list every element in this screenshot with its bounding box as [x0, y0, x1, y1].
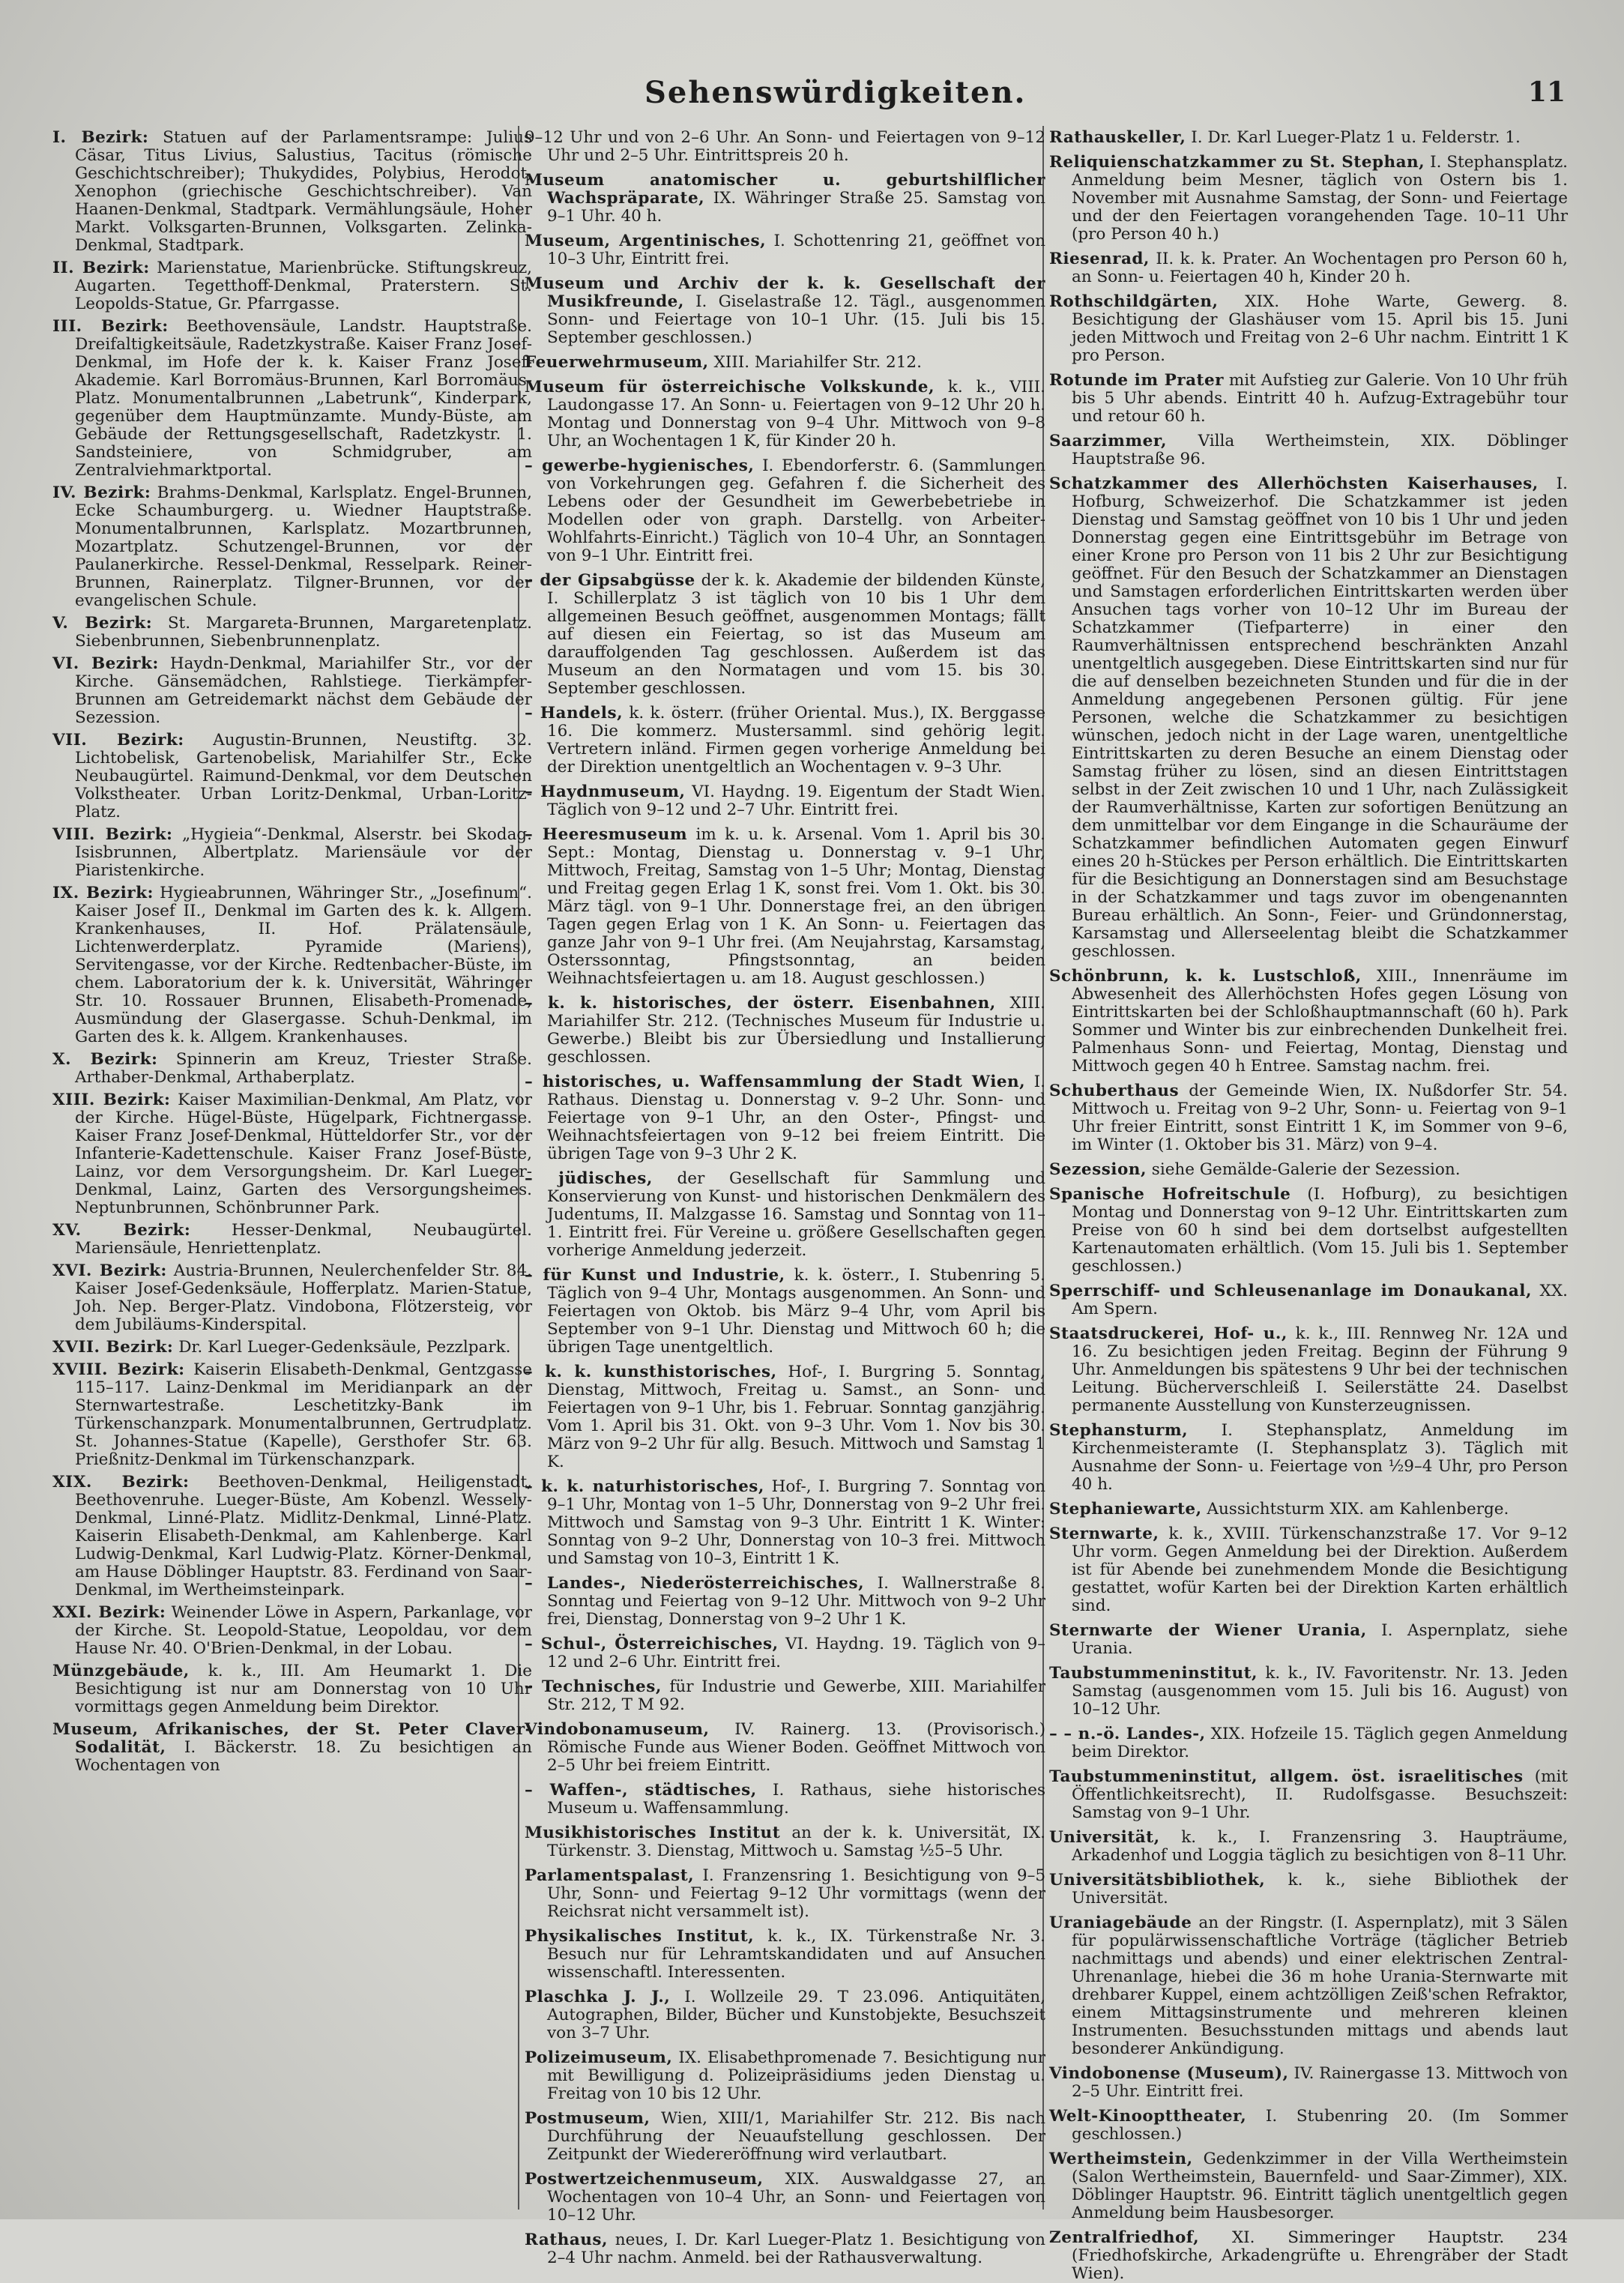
entry-heading: Museum und Archiv der k. k. Gesellschaft der Musikfreunde,	[525, 274, 1045, 311]
entry-heading: XVI. Bezirk:	[52, 1261, 167, 1280]
entry-text: IV. Rainergasse 13. Mittwoch von 2–5 Uhr. Eintritt frei.	[1072, 2064, 1568, 2101]
entry-text: IX. Währinger Straße 25. Samstag von 9–1 Uhr. 40 h.	[547, 189, 1045, 226]
directory-entry	[52, 1474, 532, 1599]
text-column-1	[52, 129, 532, 2205]
entry-text: der k. k. Akademie der bildenden Künste, I. Schillerplatz 3 ist täglich von 10 bis 1 Uhr dem allgemeinen Besuch geöffnet, ausgenommen Montags; fällt auf diesen ein Feiertag, so ist das Museum am darauffolgenden Tag geschlossen. Außerdem ist das Museum an den Normatagen und vom 15. bis 30. September geschlossen.	[547, 571, 1045, 698]
entry-heading: – Haydnmuseum,	[525, 782, 686, 801]
entry-text: VI. Haydng. 19. Eigentum der Stadt Wien. Täglich von 9–12 und 2–7 Uhr. Eintritt frei.	[547, 782, 1045, 819]
entry-text: Hygieabrunnen, Währinger Str., „Josefinum“. Kaiser Josef II., Denkmal im Garten des k. k. Allgem. Krankenhauses, II. Hof. Prälatensäule, Lichtenwerderplatz. Pyramide (Mariens), Servitengasse, vor der Kirche. Redtenbacher-Büste, im chem. Laboratorium der k. k. Universität, Währinger Str. 10. Rossauer Brunnen, Elisabeth-Promenade, Ausmündung der Glasergasse. Schuh-Denkmal, im Garten des k. k. Allgem. Krankenhauses.	[75, 884, 532, 1046]
entry-heading: – Handels,	[525, 704, 624, 723]
entry-heading: Staatsdruckerei, Hof- u.,	[1049, 1324, 1288, 1343]
directory-entry	[525, 1267, 1045, 1357]
entry-text: I. Rathaus. Dienstag u. Donnerstag v. 9–2 Uhr. Sonn- und Feiertage von 9–1 Uhr, an den Oster-, Pfingst- und Weihnachtsfeiertagen von 9–12 bei freiem Eintritt. Die übrigen Tage von 9–3 Uhr 2 K.	[547, 1073, 1045, 1163]
entry-heading: Rothschildgärten,	[1049, 292, 1219, 311]
entry-text: Gedenkzimmer in der Villa Wertheimstein (Salon Wertheimstein, Bauernfeld- und Saar-Zimmer), XIX. Döblinger Hauptstr. 96. Eintritt täglich unentgeltlich gegen Anmeldung beim Hausbesorger.	[1072, 2150, 1568, 2222]
entry-text: XIII. Mariahilfer Str. 212. (Technisches Museum für Industrie u. Gewerbe.) Bleibt bis zur Übersiedlung und Installierung geschlossen.	[547, 994, 1045, 1067]
entry-text: I. Hofburg, Schweizerhof. Die Schatzkammer ist jeden Dienstag und Samstag geöffnet von 10 bis 1 Uhr und jeden Donnerstag gegen eine Eintrittsgebühr im Betrage von einer Krone pro Person von 11 bis 2 Uhr zur Besichtigung geöffnet. Für den Besuch der Schatzkammer an Dienstagen und Samstagen erforderlichen Eintrittskarten werden über Ansuchen tags vorher von 10–12 Uhr im Bureau der Schatzkammer (Tiefparterre) in einer den Raumverhältnissen entsprechend beschränkten Anzahl unentgeltlich ausgegeben. Diese Eintrittskarten sind nur für die auf denselben bezeichneten Stunden und für die in der Anmeldung angegebenen Personen gültig. Für jene Personen, welche die Schatzkammer zu besichtigen wünschen, jedoch nicht in der Lage waren, unentgeltliche Eintrittskarten zu deren Besuche an einem Dienstag oder Samstag früher zu lösen, sind an diesen Eintrittstagen selbst in der Zeit zwischen 10 und 1 Uhr, nach Zulässigkeit der Raumverhältnisse, Karten zur sofortigen Benützung an dem unmittelbar vor dem Eingange in die Schauräume der Schatzkammer befindlichen Automaten gegen Einwurf eines 20 h-Stückes per Person erhältlich. Die Eintrittskarten für die Besichtigung an Donnerstagen sind am Besuchstage in der Schatzkammer und tags zuvor im obengenannten Bureau erhältlich. An Sonn-, Feier- und Gründonnerstag, Karsamstag und Allerseelentag bleibt die Schatzkammer geschlossen.	[1072, 474, 1568, 961]
entry-text: I. Stubenring 20. (Im Sommer geschlossen.)	[1072, 2107, 1568, 2144]
entry-heading: – k. k. naturhistorisches,	[525, 1477, 764, 1496]
entry-heading: X. Bezirk:	[52, 1050, 158, 1069]
directory-entry	[1049, 2150, 1568, 2222]
entry-text: I. Giselastraße 12. Tägl., ausgenommen Sonn- und Feiertage von 10–1 Uhr. (15. Juli bis 15. September geschlossen.)	[547, 292, 1045, 347]
directory-entry	[525, 1988, 1045, 2042]
entry-heading: – k. k. kunsthistorisches,	[525, 1363, 777, 1381]
directory-entry	[52, 1604, 532, 1658]
entry-text: k. k. österr., I. Stubenring 5. Täglich von 9–4 Uhr, Montags ausgenommen. An Sonn- und Feiertagen von Oktob. bis März 9–4 Uhr, vom April bis September von 9–1 Uhr. Dienstag und Mittwoch 60 h; die übrigen Tage unentgeltlich.	[547, 1266, 1045, 1357]
entry-heading: V. Bezirk:	[52, 614, 153, 633]
entry-text: mit Aufstieg zur Galerie. Von 10 Uhr früh bis 5 Uhr abends. Eintritt 40 h. Aufzug-Extragebühr tour und retour 60 h.	[1072, 371, 1568, 426]
entry-heading: Polizeimuseum,	[525, 2048, 673, 2067]
entry-heading: I. Bezirk:	[52, 128, 149, 147]
directory-entry	[525, 1363, 1045, 1471]
entry-text: Augustin-Brunnen, Neustiftg. 32. Lichtobelisk, Gartenobelisk, Mariahilfer Str., Ecke Neubaugürtel. Raimund-Denkmal, vor dem Deutschen Volkstheater. Urban Loritz-Denkmal, Urban-Loritz-Platz.	[75, 731, 532, 821]
entry-text: k. k., IV. Favoritenstr. Nr. 13. Jeden Samstag (ausgenommen vom 15. Juli bis 16. August) von 10–12 Uhr.	[1072, 1664, 1568, 1719]
directory-entry	[52, 1262, 532, 1334]
directory-entry	[525, 232, 1045, 268]
entry-heading: Saarzimmer,	[1049, 432, 1168, 450]
directory-entry	[52, 826, 532, 880]
directory-entry	[1049, 1665, 1568, 1719]
entry-text: k. k., III. Rennweg Nr. 12A und 16. Zu besichtigen jeden Freitag. Beginn der Führung 9 Uhr. Anmeldungen bis spätestens 9 Uhr bei der technischen Leitung. Bücherverschleiß I. Seilerstätte 24. Daselbst permanente Ausstellung von Kunsterzeugnissen.	[1072, 1324, 1568, 1415]
entry-text: Hof-, I. Burgring 5. Sonntag, Dienstag, Mittwoch, Freitag u. Samst., an Sonn- und Feiertagen von 9–1 Uhr, bis 1. Februar. Sonntag ganzjährig. Vom 1. April bis 31. Okt. von 9–3 Uhr. Vom 1. Nov bis 30. März von 9–2 Uhr für allg. Besuch. Mittwoch und Samstag 1 K.	[547, 1363, 1045, 1471]
directory-entry	[1049, 1325, 1568, 1415]
entry-text: I. Wollzeile 29. T 23.096. Antiquitäten, Autographen, Bilder, Bücher und Kunstobjekte, Besuchszeit von 3–7 Uhr.	[547, 1988, 1045, 2042]
directory-entry	[1049, 250, 1568, 286]
entry-text: Villa Wertheimstein, XIX. Döblinger Hauptstraße 96.	[1072, 432, 1568, 468]
entry-text: der Gesellschaft für Sammlung und Konservierung von Kunst- und historischen Denkmälern des Judentums, II. Malzgasse 16. Samstag und Sonntag von 11–1. Eintritt frei. Für Vereine u. größere Gesellschaften gegen vorherige Anmeldung jederzeit.	[547, 1169, 1045, 1260]
entry-heading: Rathaus,	[525, 2231, 609, 2249]
directory-entry	[1049, 1501, 1568, 1519]
entry-heading: Münzgebäude,	[52, 1662, 190, 1680]
text-column-3	[1049, 128, 1569, 2283]
entry-heading: – Schul-, Österreichisches,	[525, 1635, 779, 1653]
entry-text: XI. Simmeringer Hauptstr. 234 (Friedhofskirche, Arkadengrüfte u. Ehrengräber der Stadt Wien).	[1072, 2228, 1568, 2283]
directory-entry	[1049, 293, 1568, 365]
entry-text: k. k., VIII. Laudongasse 17. An Sonn- u. Feiertagen von 9–12 Uhr 20 h. Montag und Donnerstag von 9–4 Uhr. Mittwoch von 9–8 Uhr, an Wochentagen 1 K, für Kinder 20 h.	[547, 378, 1045, 450]
entry-heading: Postmuseum,	[525, 2109, 650, 2128]
directory-entry	[52, 1662, 532, 1716]
entry-text: an der k. k. Universität, IX. Türkenstr. 3. Dienstag, Mittwoch u. Samstag ½5–5 Uhr.	[547, 1824, 1045, 1860]
entry-heading: Schatzkammer des Allerhöchsten Kaiserhauses,	[1049, 474, 1539, 493]
entry-text: Dr. Karl Lueger-Gedenksäule, Pezzlpark.	[178, 1338, 511, 1357]
directory-entry	[525, 1635, 1045, 1671]
entry-text: I. Stephansplatz, Anmeldung im Kirchenmeisteramte (I. Stephansplatz 3). Täglich mit Ausnahme der Sonn- u. Feiertage von ½9–4 Uhr, pro Person 40 h.	[1072, 1421, 1568, 1494]
directory-entry	[525, 1867, 1045, 1921]
entry-text: I. Dr. Karl Lueger-Platz 1 u. Felderstr. 1.	[1191, 128, 1521, 147]
entry-text: Hof-, I. Burgring 7. Sonntag von 9–1 Uhr, Montag von 1–5 Uhr, Donnerstag von 9–2 Uhr frei. Mittwoch und Samstag von 9–3 Uhr. Eintritt 1 K. Winter: Sonntag von 9–2 Uhr, Donnerstag von 10–3 frei. Mittwoch und Samstag von 10–3, Eintritt 1 K.	[547, 1477, 1046, 1568]
entry-heading: IX. Bezirk:	[52, 884, 154, 902]
directory-entry	[525, 2049, 1045, 2103]
entry-heading: Schönbrunn, k. k. Lustschloß,	[1049, 967, 1362, 986]
entry-heading: VII. Bezirk:	[52, 731, 184, 750]
directory-entry	[525, 2171, 1045, 2225]
entry-text: 9–12 Uhr und von 2–6 Uhr. An Sonn- und Feiertagen von 9–12 Uhr und 2–5 Uhr. Eintrittspreis 20 h.	[525, 128, 1045, 165]
entry-heading: Welt-Kinoopttheater,	[1049, 2107, 1247, 2126]
entry-text: für Industrie und Gewerbe, XIII. Mariahilfer Str. 212, T M 92.	[547, 1677, 1045, 1714]
entry-heading: Sternwarte der Wiener Urania,	[1049, 1621, 1367, 1640]
directory-entry	[52, 1339, 532, 1357]
directory-entry	[1049, 1082, 1568, 1154]
directory-entry	[1049, 372, 1568, 426]
directory-entry	[1049, 1282, 1568, 1318]
entry-text: siehe Gemälde-Galerie der Sezession.	[1151, 1160, 1461, 1179]
entry-text: Beethovensäule, Landstr. Hauptstraße. Dreifaltigkeitsäule, Radetzkystraße. Kaiser Franz Josef-Denkmal, im Hofe der k. k. Kaiser Franz Josef-Akademie. Karl Borromäus-Brunnen, Karl Borromäus-Platz. Monumentalbrunnen „Labetrunk“, Kinderpark, gegenüber dem Hauptmünzamte. Mundy-Büste, am Gebäude der Rettungsgesellschaft, Radetzkystr. 1. Sandsteiniere, von Schmidgruber, am Zentralviehmarktportal.	[75, 317, 532, 480]
directory-entry	[525, 354, 1045, 372]
directory-entry	[525, 379, 1045, 450]
directory-entry	[525, 457, 1045, 565]
entry-heading: XIX. Bezirk:	[52, 1473, 190, 1492]
entry-text: Beethoven-Denkmal, Heiligenstadt, Beethovenruhe. Lueger-Büste, Am Kobenzl. Wessely-Denkmal, Linné-Platz. Midlitz-Denkmal, Linné-Platz. Kaiserin Elisabeth-Denkmal, am Kahlenberge. Karl Ludwig-Denkmal, Karl Ludwig-Platz. Körner-Denkmal, am Hause Döblinger Hauptstr. 83. Ferdinand von Saar-Denkmal, im Wertheimsteinpark.	[75, 1473, 532, 1599]
entry-heading: Vindobonamuseum,	[525, 1720, 710, 1739]
entry-text: k. k., I. Franzensring 3. Haupträume, Arkadenhof und Loggia täglich zu besichtigen von 8–11 Uhr.	[1072, 1828, 1568, 1865]
directory-entry	[525, 826, 1045, 988]
entry-heading: VI. Bezirk:	[52, 654, 159, 673]
entry-text: Hesser-Denkmal, Neubaugürtel. Mariensäule, Henriettenplatz.	[75, 1221, 533, 1258]
entry-text: I. Bäckerstr. 18. Zu besichtigen an Wochentagen von	[75, 1738, 532, 1775]
entry-text: XIII., Innenräume im Abwesenheit des Allerhöchsten Hofes gegen Lösung von Eintrittskarten bei der Schloßhauptmannschaft (60 h). Park Sommer und Winter bis zur einbrechenden Dunkelheit frei. Palmenhaus Sonn- und Feiertag, Montag, Dienstag und Mittwoch gegen 40 h Entree. Samstag nachm. frei.	[1072, 967, 1569, 1076]
entry-text: neues, I. Dr. Karl Lueger-Platz 1. Besichtigung von 2–4 Uhr nachm. Anmeld. bei der Rathausverwaltung.	[547, 2231, 1045, 2267]
entry-heading: Postwertzeichenmuseum,	[525, 2170, 764, 2189]
directory-entry	[1049, 154, 1568, 244]
entry-heading: XVIII. Bezirk:	[52, 1360, 185, 1379]
directory-entry	[52, 732, 532, 821]
directory-entry	[1049, 968, 1568, 1076]
entry-heading: XIII. Bezirk:	[52, 1091, 171, 1109]
entry-text: Austria-Brunnen, Neulerchenfelder Str. 84. Kaiser Josef-Gedenksäule, Hofferplatz. Marien-Statue, Joh. Nep. Berger-Platz. Vindobona, Flötzersteig, vor dem Jubiläums-Kinderspital.	[75, 1261, 532, 1334]
entry-heading: Plaschka J. J.,	[525, 1988, 671, 2006]
directory-entry	[525, 275, 1045, 347]
entry-heading: Physikalisches Institut,	[525, 1927, 755, 1946]
entry-text: I. Schottenring 21, geöffnet von 10–3 Uhr, Eintritt frei.	[547, 232, 1045, 268]
directory-entry	[1049, 2065, 1568, 2101]
directory-entry	[525, 1678, 1045, 1714]
entry-text: „Hygieia“-Denkmal, Alserstr. bei Skodag. Isisbrunnen, Albertplatz. Mariensäule vor der Piaristenkirche.	[75, 825, 532, 880]
entry-text: XIX. Hohe Warte, Gewerg. 8. Besichtigung der Glashäuser vom 15. April bis 15. Juni jeden Mittwoch und Freitag von 2–6 Uhr nachm. Eintritt 1 K pro Person.	[1072, 292, 1568, 365]
entry-heading: Sperrschiff- und Schleusenanlage im Donaukanal,	[1049, 1282, 1532, 1300]
directory-entry	[1049, 1872, 1568, 1907]
entry-heading: Wertheimstein,	[1049, 2150, 1193, 2168]
page-header	[0, 75, 1624, 120]
directory-entry	[525, 1928, 1045, 1982]
entry-heading: II. Bezirk:	[52, 259, 150, 277]
entry-text: k. k. österr. (früher Oriental. Mus.), IX. Berggasse 16. Die kommerz. Mustersamml. sind gehörig legit. Vertretern inländ. Firmen gegen vorherige Anmeldung bei der Direktion unentgeltlich an Wochentagen v. 9–3 Uhr.	[547, 704, 1045, 776]
directory-entry	[1049, 1622, 1568, 1658]
entry-heading: Museum, Argentinisches,	[525, 232, 767, 250]
directory-entry	[525, 2110, 1045, 2164]
entry-text: k. k., siehe Bibliothek der Universität.	[1072, 1871, 1568, 1907]
entry-text: XIX. Auswaldgasse 27, an Wochentagen von 10–4 Uhr, an Sonn- und Feiertagen von 10–12 Uhr.	[547, 2170, 1045, 2225]
entry-text: der Gemeinde Wien, IX. Nußdorfer Str. 54. Mittwoch u. Freitag von 9–2 Uhr, Sonn- u. Feiertag von 9–1 Uhr freier Eintritt, sonst Eintritt 1 K, im Sommer von 9–6, im Winter (1. Oktober bis 31. März) von 9–4.	[1072, 1082, 1568, 1154]
entry-text: Kaiserin Elisabeth-Denkmal, Gentzgasse 115–117. Lainz-Denkmal im Meridianpark an der Sternwartestraße. Leschetitzky-Bank im Türkenschanzpark. Monumentalbrunnen, Gertrudplatz. St. Johannes-Statue (Kapelle), Gersthofer Str. 63. Prießnitz-Denkmal im Türkenschanzpark.	[75, 1360, 532, 1469]
entry-text: IX. Elisabethpromenade 7. Besichtigung nur mit Bewilligung d. Polizeipräsidiums jeden Dienstag u. Freitag von 10 bis 12 Uhr.	[547, 2048, 1046, 2103]
entry-heading: Musikhistorisches Institut	[525, 1824, 781, 1842]
entry-text: St. Margareta-Brunnen, Margaretenplatz. Siebenbrunnen, Siebenbrunnenplatz.	[75, 614, 532, 651]
directory-entry	[1049, 1725, 1568, 1761]
text-column-2	[525, 128, 1046, 2267]
entry-text: Wien, XIII/1, Mariahilfer Str. 212. Bis nach Durchführung der Neuaufstellung geschlossen. Der Zeitpunkt der Wiedereröffnung wird verlautbart.	[547, 2109, 1045, 2164]
entry-heading: Rathauskeller,	[1049, 128, 1186, 147]
entry-heading: Universität,	[1049, 1828, 1160, 1847]
entry-text: I. Aspernplatz, siehe Urania.	[1072, 1621, 1568, 1658]
entry-heading: Stephansturm,	[1049, 1421, 1189, 1440]
directory-entry	[525, 705, 1045, 776]
directory-entry	[52, 318, 532, 480]
directory-entry	[1049, 129, 1568, 147]
entry-text: k. k., III. Am Heumarkt 1. Die Besichtigung ist nur am Donnerstag von 10 Uhr vormittags gegen Anmeldung beim Direktor.	[75, 1662, 532, 1716]
directory-entry	[52, 1222, 532, 1258]
entry-text: Spinnerin am Kreuz, Triester Straße. Arthaber-Denkmal, Arthaberplatz.	[75, 1050, 532, 1087]
entry-heading: Parlamentspalast,	[525, 1866, 695, 1885]
directory-entry	[1049, 475, 1568, 961]
entry-text: I. Stephansplatz. Anmeldung beim Mesner, täglich von Ostern bis 1. November mit Ausnahme Samstag, der Sonn- und Feiertage und der den Feiertagen vorangehenden Tage. 10–11 Uhr (pro Person 40 h.)	[1072, 153, 1568, 244]
entry-text: (mit Öffentlichkeitsrecht), II. Rudolfsgasse. Besuchszeit: Samstag von 9–1 Uhr.	[1072, 1767, 1568, 1822]
directory-entry	[525, 1824, 1045, 1860]
directory-entry	[1049, 1914, 1568, 2058]
directory-entry	[525, 1073, 1045, 1163]
entry-text: I. Franzensring 1. Besichtigung von 9–5 Uhr, Sonn- und Feiertag 9–12 Uhr vormittags (wenn der Reichsrat nicht versammelt ist).	[547, 1866, 1045, 1921]
entry-text: I. Ebendorferstr. 6. (Sammlungen von Vorkehrungen geg. Gefahren f. die Sicherheit des Lebens oder der Gesundheit im Gewerbebetriebe in Modellen oder von graph. Darstellg. von Arbeiter-Wohlfahrts-Einricht.) Täglich von 10–4 Uhr, an Sonntagen von 9–1 Uhr. Eintritt frei.	[547, 456, 1045, 565]
directory-entry	[525, 172, 1045, 226]
entry-text: Kaiser Maximilian-Denkmal, Am Platz, vor der Kirche. Hügel-Büste, Hügelpark, Fichtnergasse. Kaiser Franz Josef-Denkmal, Hütteldorfer Str., vor der Infanterie-Kadettenschule. Kaiser Franz Josef-Büste, Lainz, vor dem Versorgungsheim. Dr. Karl Lueger-Denkmal, Lainz, Garten des Versorgungsheimes. Neptunbrunnen, Schönbrunner Park.	[75, 1091, 532, 1217]
entry-text: I. Wallnerstraße 8. Sonntag und Feiertag von 9–12 Uhr. Mittwoch von 9–2 Uhr frei, Dienstag, Donnerstag von 9–2 Uhr 1 K.	[547, 1574, 1045, 1629]
entry-heading: Zentralfriedhof,	[1049, 2228, 1200, 2247]
directory-entry	[52, 655, 532, 727]
entry-text: IV. Rainerg. 13. (Provisorisch.) Römische Funde aus Wiener Boden. Geöffnet Mittwoch von 2–5 Uhr bei freiem Eintritt.	[547, 1720, 1045, 1775]
entry-heading: XVII. Bezirk:	[52, 1338, 174, 1357]
directory-entry	[525, 783, 1045, 819]
entry-text: I. Rathaus, siehe historisches Museum u. Waffensammlung.	[547, 1781, 1045, 1818]
page-title: Sehenswürdigkeiten.	[645, 75, 1027, 110]
directory-entry	[52, 615, 532, 651]
directory-entry	[1049, 1525, 1568, 1615]
directory-entry	[52, 1051, 532, 1087]
page-number: 11	[1527, 76, 1566, 108]
entry-text: k. k., XVIII. Türkenschanzstraße 17. Vor 9–12 Uhr vorm. Gegen Anmeldung bei der Direktion. Außerdem ist für Abende bei zunehmendem Monde die Besichtigung gestattet, wofür Karten bei der Direktion Karten erhältlich sind.	[1072, 1524, 1568, 1615]
entry-heading: – k. k. historisches, der österr. Eisenbahnen,	[525, 994, 996, 1013]
entry-heading: VIII. Bezirk:	[52, 825, 173, 844]
entry-text: XX. Am Spern.	[1072, 1282, 1568, 1318]
entry-heading: Museum, Afrikanisches, der St. Peter Claver-Sodalität,	[52, 1720, 532, 1757]
entry-heading: Riesenrad,	[1049, 250, 1150, 268]
entry-text: VI. Haydng. 19. Täglich von 9–12 und 2–6 Uhr. Eintritt frei.	[547, 1635, 1046, 1671]
entry-heading: Schuberthaus	[1049, 1082, 1180, 1100]
entry-heading: – Waffen-, städtisches,	[525, 1781, 757, 1800]
directory-entry	[1049, 1186, 1568, 1276]
entry-heading: – der Gipsabgüsse	[525, 571, 695, 590]
entry-heading: – Technisches,	[525, 1677, 662, 1696]
directory-entry	[525, 995, 1045, 1067]
directory-entry	[525, 1478, 1045, 1568]
entry-heading: Universitätsbibliothek,	[1049, 1871, 1266, 1890]
entry-text: XIII. Mariahilfer Str. 212.	[713, 353, 922, 372]
directory-entry	[52, 484, 532, 610]
entry-text: Statuen auf der Parlamentsrampe: Julius Cäsar, Titus Livius, Salustius, Tacitus (römische Geschichtschreiber); Thukydides, Polybius, Herodot, Xenophon (griechische Geschichtschreiber). Van Haanen-Denkmal, Stadtpark. Vermählungsäule, Hoher Markt. Volksgarten-Brunnen, Volksgarten. Zelinka-Denkmal, Stadtpark.	[75, 128, 532, 255]
entry-heading: Sezession,	[1049, 1160, 1147, 1179]
entry-heading: Feuerwehrmuseum,	[525, 353, 709, 372]
entry-heading: – gewerbe-hygienisches,	[525, 456, 755, 475]
entry-heading: III. Bezirk:	[52, 317, 169, 336]
entry-text: (I. Hofburg), zu besichtigen Montag und Donnerstag von 9–12 Uhr. Eintrittskarten zum Preise von 60 h sind bei dem dortselbst aufgestellten Kartenautomaten erhältlich. (Vom 15. Juli bis 1. September geschlossen.)	[1072, 1185, 1568, 1276]
entry-text: XIX. Hofzeile 15. Täglich gegen Anmeldung beim Direktor.	[1072, 1725, 1568, 1761]
entry-text: Brahms-Denkmal, Karlsplatz. Engel-Brunnen, Ecke Schaumburgerg. u. Wiedner Hauptstraße. Monumentalbrunnen, Karlsplatz. Mozartbrunnen, Mozartplatz. Schutzengel-Brunnen, vor der Paulanerkirche. Ressel-Denkmal, Resselpark. Reiner-Brunnen, Rainerplatz. Tilgner-Brunnen, vor der evangelischen Schule.	[75, 483, 532, 610]
directory-entry	[525, 1170, 1045, 1260]
entry-heading: Uraniagebäude	[1049, 1913, 1192, 1932]
directory-entry	[1049, 432, 1568, 468]
directory-entry	[525, 129, 1045, 165]
entry-heading: – historisches, u. Waffensammlung der Stadt Wien,	[525, 1073, 1026, 1091]
entry-heading: XV. Bezirk:	[52, 1221, 191, 1240]
entry-text: an der Ringstr. (I. Aspernplatz), mit 3 Sälen für populärwissenschaftliche Vorträge (täglicher Betrieb nachmittags und abends) und einer elektrischen Zentral-Uhrenanlage, hiebei die 36 m hohe Urania-Sternwarte mit drehbarer Kuppel, einem achtzölligen Zeiß'schen Refraktor, einem Mittagsinstrumente und mehreren kleinen Instrumenten. Besuchsstunden mittags und abends laut besonderer Ankündigung.	[1072, 1913, 1568, 2058]
directory-entry	[1049, 1161, 1568, 1179]
directory-entry	[52, 259, 532, 313]
entry-text: im k. u. k. Arsenal. Vom 1. April bis 30. Sept.: Montag, Dienstag u. Donnerstag v. 9–1 Uhr, Mittwoch, Freitag, Samstag von 1–5 Uhr; Montag, Dienstag und Freitag gegen Erlag 1 K, sonst frei. Vom 1. Okt. bis 30. März tägl. von 9–1 Uhr. Donnerstage frei, an den übrigen Tagen gegen Erlag von 1 K. An Sonn- u. Feiertagen das ganze Jahr von 9–1 Uhr frei. (Am Neujahrstag, Karsamstag, Osterssonntag, Pfingstsonntag, an beiden Weihnachtsfeiertagen u. am 18. August geschlossen.)	[547, 825, 1045, 988]
entry-text: Aussichtsturm XIX. am Kahlenberge.	[1207, 1500, 1509, 1519]
entry-heading: – Heeresmuseum	[525, 825, 688, 844]
directory-entry	[525, 1575, 1045, 1629]
entry-text: II. k. k. Prater. An Wochentagen pro Person 60 h, an Sonn- u. Feiertagen 40 h, Kinder 20 h.	[1072, 250, 1568, 286]
entry-heading: – – n.-ö. Landes-,	[1049, 1725, 1206, 1743]
entry-heading: Spanische Hofreitschule	[1049, 1185, 1291, 1204]
entry-text: Marienstatue, Marienbrücke. Stiftungskreuz, Augarten. Tegetthoff-Denkmal, Praterstern. St. Leopolds-Statue, Gr. Pfarrgasse.	[75, 259, 532, 313]
directory-entry	[525, 572, 1045, 698]
entry-heading: Sternwarte,	[1049, 1524, 1159, 1543]
entry-heading: XXI. Bezirk:	[52, 1603, 166, 1622]
directory-entry	[52, 1361, 532, 1469]
entry-text: Weinender Löwe in Aspern, Parkanlage, vor der Kirche. St. Leopold-Statue, Leopoldau, vor dem Hause Nr. 40. O'Brien-Denkmal, in der Lobau.	[75, 1603, 533, 1658]
entry-heading: Museum für österreichische Volkskunde,	[525, 378, 935, 396]
directory-entry	[525, 2231, 1045, 2267]
directory-entry	[525, 1782, 1045, 1818]
directory-entry	[52, 884, 532, 1046]
entry-heading: – Landes-, Niederösterreichisches,	[525, 1574, 865, 1593]
entry-text: Haydn-Denkmal, Mariahilfer Str., vor der Kirche. Gänsemädchen, Rahlstiege. Tierkämpfer-Brunnen am Getreidemarkt nächst dem Gebäude der Sezession.	[75, 654, 532, 727]
entry-text: k. k., IX. Türkenstraße Nr. 3. Besuch nur für Lehramtskandidaten und auf Ansuchen wissenschaftl. Interessenten.	[547, 1927, 1045, 1982]
directory-entry	[1049, 1829, 1568, 1865]
directory-entry	[52, 129, 532, 255]
directory-entry	[1049, 1422, 1568, 1494]
entry-heading: IV. Bezirk:	[52, 483, 151, 502]
directory-entry	[1049, 2108, 1568, 2144]
entry-heading: Stephaniewarte,	[1049, 1500, 1202, 1519]
entry-heading: Vindobonense (Museum),	[1049, 2064, 1289, 2083]
directory-entry	[1049, 1768, 1568, 1822]
entry-heading: Taubstummeninstitut, allgem. öst. israelitisches	[1049, 1767, 1524, 1786]
directory-entry	[52, 1091, 532, 1217]
entry-heading: – jüdisches,	[525, 1169, 653, 1188]
directory-entry	[52, 1721, 532, 1775]
entry-heading: Reliquienschatzkammer zu St. Stephan,	[1049, 153, 1425, 172]
directory-entry	[1049, 2229, 1568, 2283]
entry-heading: Rotunde im Prater	[1049, 371, 1224, 390]
directory-entry	[525, 1721, 1045, 1775]
entry-heading: Taubstummeninstitut,	[1049, 1664, 1258, 1683]
entry-heading: Museum anatomischer u. geburtshilflicher Wachspräparate,	[525, 171, 1045, 208]
entry-heading: – für Kunst und Industrie,	[525, 1266, 785, 1285]
